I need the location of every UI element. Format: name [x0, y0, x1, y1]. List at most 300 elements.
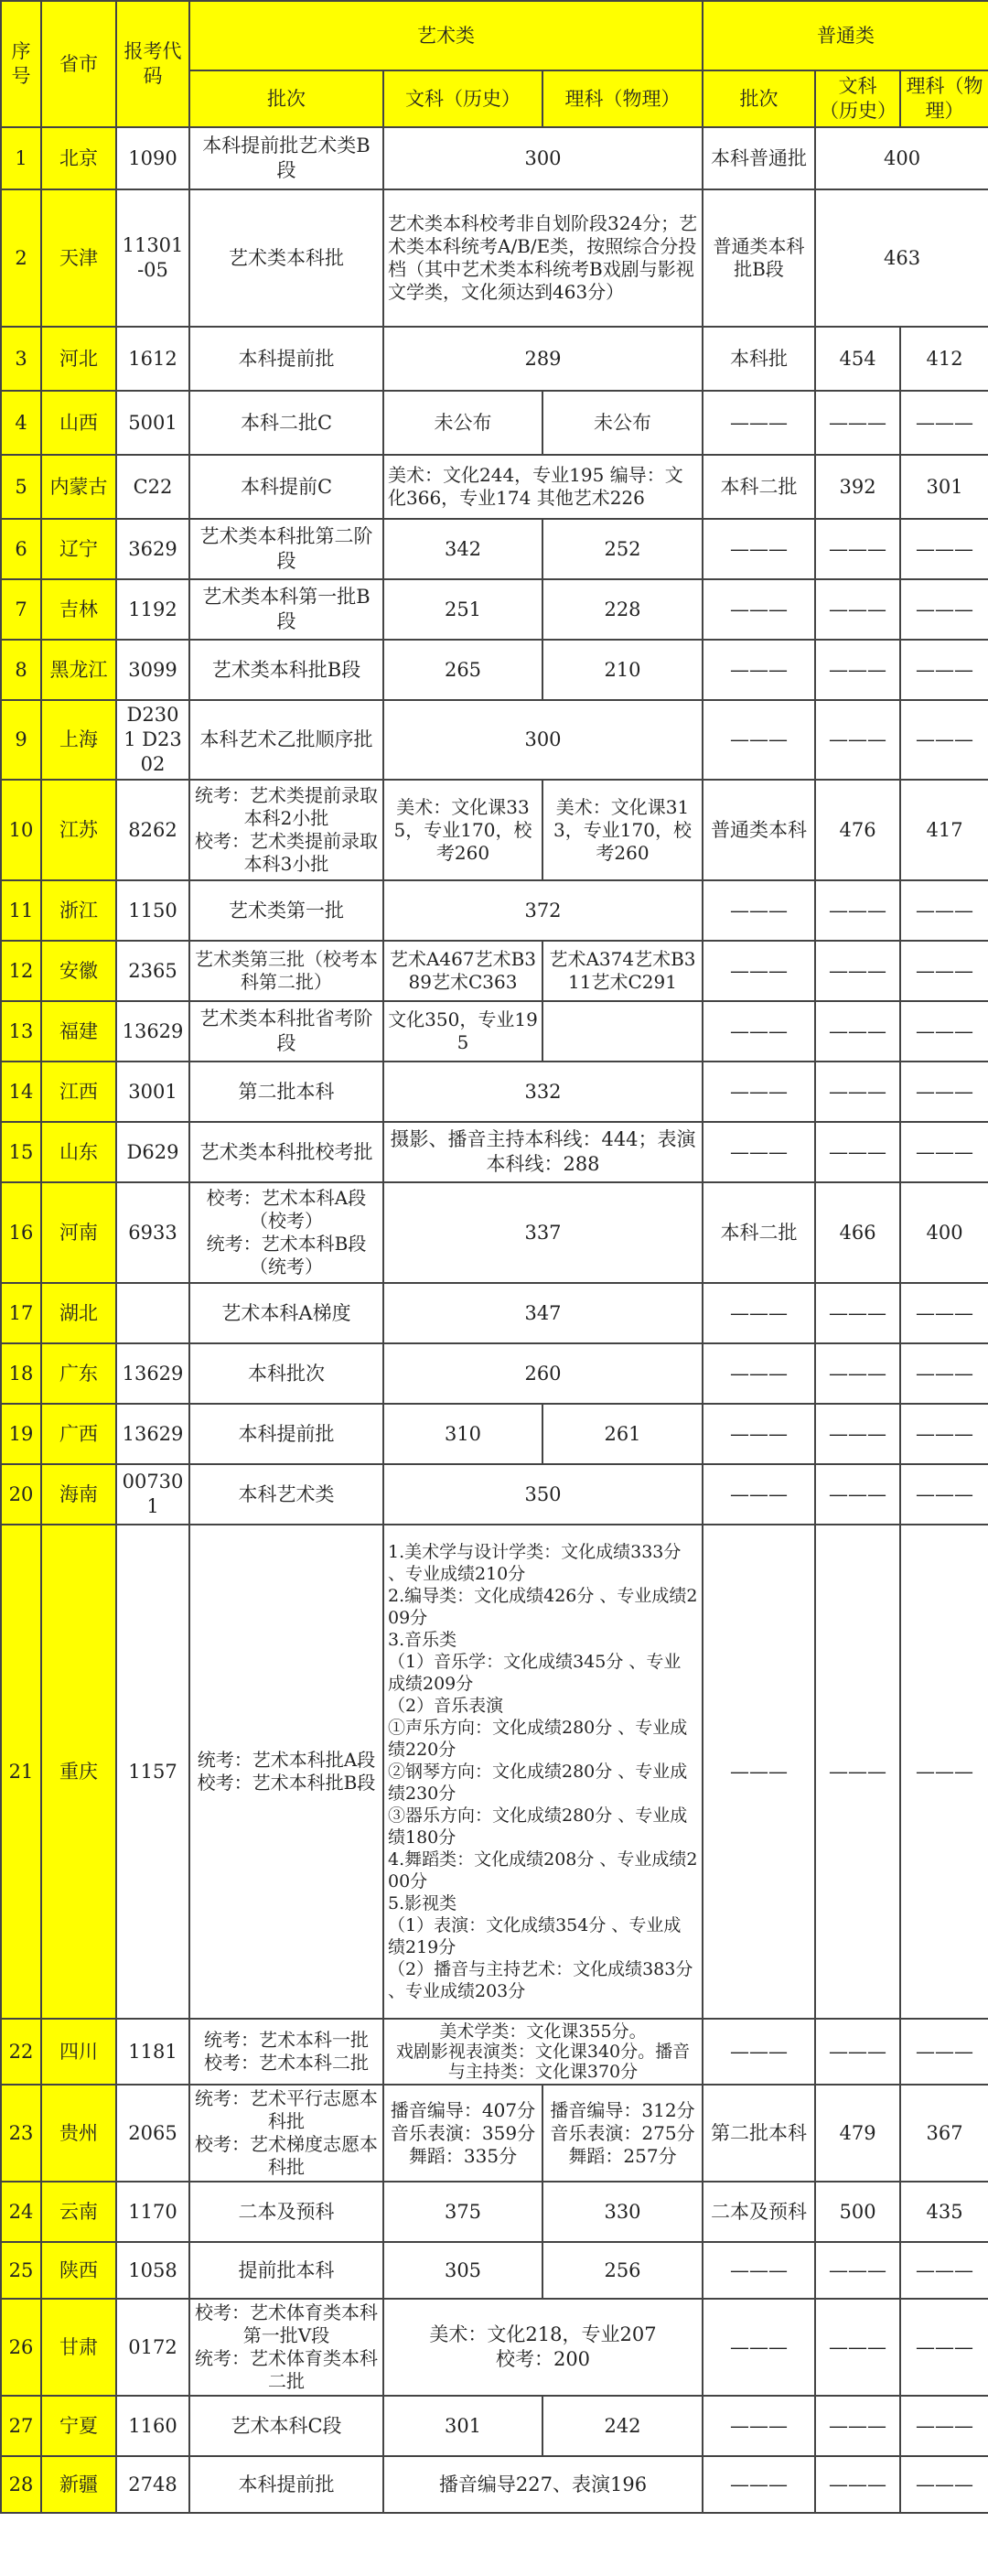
row-seq — [1, 579, 41, 640]
row-art-wen — [383, 391, 542, 455]
row-seq-text: 7 — [15, 598, 27, 620]
row-code-text: 3099 — [128, 658, 177, 681]
row-art-score — [383, 1062, 703, 1122]
row-gen-wen-text: ——— — [829, 959, 887, 982]
row-province — [41, 327, 116, 391]
row-seq-text: 27 — [8, 2414, 34, 2437]
row-gen-wen-text: ——— — [829, 658, 887, 681]
row-art-batch-text: 提前批本科 — [238, 2258, 335, 2281]
row-art-score-text: 337 — [524, 1221, 562, 1244]
header-art: 艺术类 — [189, 1, 703, 70]
row-art-batch-text: 本科批次 — [248, 1362, 325, 1385]
row-seq — [1, 2182, 41, 2242]
row-gen-wen — [815, 941, 900, 1001]
row-gen-wen-text: ——— — [829, 2473, 887, 2495]
row-seq-text: 13 — [8, 1019, 34, 1042]
row-gen-li — [900, 327, 988, 391]
table-row — [1, 880, 988, 941]
row-gen-batch-text: ——— — [730, 1080, 789, 1103]
row-seq — [1, 640, 41, 700]
row-seq — [1, 1122, 41, 1182]
row-gen-batch — [703, 2085, 815, 2182]
row-gen-wen — [815, 1343, 900, 1404]
row-art-li — [542, 780, 703, 880]
row-gen-batch-text: 第二批本科 — [711, 2121, 808, 2144]
row-art-score — [383, 1283, 703, 1343]
table-row — [1, 519, 988, 579]
row-art-wen-text: 播音编导：407分 音乐表演：359分 舞蹈：335分 — [390, 2098, 536, 2167]
row-art-wen-text: 265 — [444, 658, 482, 681]
row-art-batch — [189, 327, 383, 391]
row-gen-li-text: 435 — [926, 2200, 963, 2223]
row-gen-batch — [703, 1283, 815, 1343]
row-code-text: 1157 — [128, 1760, 177, 1783]
row-art-batch-text: 艺术类第一批 — [229, 899, 344, 922]
row-gen-wen — [815, 579, 900, 640]
row-gen-wen-text: ——— — [829, 1482, 887, 1505]
row-art-wen-text: 310 — [444, 1422, 482, 1445]
table-body — [1, 127, 988, 2513]
row-gen-batch-text: ——— — [730, 411, 789, 434]
row-gen-batch-text: ——— — [730, 728, 789, 750]
row-seq-text: 21 — [8, 1760, 34, 1783]
row-seq-text: 19 — [8, 1422, 34, 1445]
row-art-batch — [189, 189, 383, 327]
table-row — [1, 2396, 988, 2456]
row-code — [116, 1182, 189, 1283]
row-art-li — [542, 1404, 703, 1464]
row-art-batch-text: 艺术类本科批校考批 — [199, 1140, 373, 1163]
row-gen-li-text: ——— — [916, 2335, 974, 2358]
row-gen-wen — [815, 640, 900, 700]
row-gen-score-text: 400 — [883, 146, 921, 169]
row-art-batch — [189, 880, 383, 941]
row-seq — [1, 455, 41, 519]
row-seq-text: 25 — [8, 2258, 34, 2281]
row-gen-li-text: ——— — [916, 1362, 974, 1385]
row-province — [41, 1464, 116, 1525]
row-gen-batch — [703, 127, 815, 189]
row-seq — [1, 127, 41, 189]
table-row — [1, 700, 988, 780]
row-gen-batch — [703, 391, 815, 455]
row-gen-score-text: 463 — [883, 246, 921, 269]
row-art-batch-text: 本科艺术乙批顺序批 — [199, 728, 373, 750]
row-art-score-text: 1.美术学与设计学类：文化成绩333分 、专业成绩210分 2.编导类：文化成绩426分 、专业成绩209分 3.音乐类 （1）音乐学：文化成绩345分 、专业成绩209分 （2）音乐表演 ①声乐方向：文化成绩280分 、专业成绩220分 ②钢琴方向：文化成绩280分 、专业成绩230分 ③器乐方向：文化成绩280分 、专业成绩180分 4.舞蹈类：文化成绩208分 、专业成绩200分 5.影视类 （1）表演：文化成绩354分 、专业成绩219分 （2）播音与主持艺术：文化成绩383分 、专业成绩203分 — [388, 1542, 698, 2001]
row-seq-text: 24 — [8, 2200, 34, 2223]
row-gen-batch-text: ——— — [730, 1362, 789, 1385]
row-gen-li — [900, 1464, 988, 1525]
row-art-score-text: 美术：文化244，专业195 编导：文化366，专业174 其他艺术226 — [388, 464, 683, 509]
row-gen-wen — [815, 2019, 900, 2085]
row-art-wen-text: 342 — [444, 537, 482, 560]
row-province-text: 重庆 — [59, 1760, 98, 1783]
row-gen-batch — [703, 1122, 815, 1182]
row-seq — [1, 941, 41, 1001]
row-seq-text: 5 — [15, 475, 27, 498]
row-code — [116, 579, 189, 640]
row-art-li — [542, 2396, 703, 2456]
row-province-text: 贵州 — [59, 2121, 98, 2144]
row-art-score-text: 美术学类：文化课355分。 戏剧影视表演类：文化课340分。播音与主持类：文化课370分 — [395, 2021, 691, 2082]
row-province-text: 内蒙古 — [49, 475, 108, 498]
table-row — [1, 2182, 988, 2242]
table-row — [1, 780, 988, 880]
row-seq-text: 28 — [8, 2473, 34, 2495]
row-province-text: 河北 — [59, 347, 98, 370]
row-gen-batch — [703, 941, 815, 1001]
header-gen-wen: 文科（历史） — [815, 70, 900, 127]
row-gen-batch-text: ——— — [730, 1482, 789, 1505]
row-art-li — [542, 519, 703, 579]
row-province — [41, 1343, 116, 1404]
row-art-score — [383, 1464, 703, 1525]
row-gen-wen — [815, 327, 900, 391]
row-gen-batch — [703, 1062, 815, 1122]
row-gen-wen — [815, 2182, 900, 2242]
row-gen-wen-text: 466 — [839, 1221, 876, 1244]
row-art-score-text: 美术：文化218，专业207 校考：200 — [429, 2323, 657, 2370]
row-province-text: 黑龙江 — [49, 658, 108, 681]
row-art-wen — [383, 519, 542, 579]
row-art-batch-text: 本科提前批 — [238, 2473, 335, 2495]
row-code-text: D629 — [126, 1140, 179, 1163]
row-gen-li — [900, 880, 988, 941]
row-code-text: 2748 — [128, 2473, 177, 2495]
row-seq-text: 23 — [8, 2121, 34, 2144]
table-row — [1, 391, 988, 455]
row-art-batch — [189, 1062, 383, 1122]
row-code — [116, 189, 189, 327]
row-seq-text: 12 — [8, 959, 34, 982]
row-seq — [1, 700, 41, 780]
row-art-score-text: 350 — [524, 1482, 562, 1505]
row-art-batch — [189, 2085, 383, 2182]
row-province-text: 浙江 — [59, 899, 98, 922]
row-art-wen — [383, 941, 542, 1001]
row-province — [41, 455, 116, 519]
row-seq — [1, 519, 41, 579]
table-row — [1, 189, 988, 327]
row-code — [116, 1404, 189, 1464]
row-gen-li-text: ——— — [916, 1080, 974, 1103]
row-gen-li — [900, 1001, 988, 1062]
row-seq-text: 11 — [8, 899, 34, 922]
row-gen-li — [900, 2456, 988, 2513]
row-province-text: 江苏 — [59, 818, 98, 841]
row-code — [116, 2182, 189, 2242]
header-province: 省市 — [41, 1, 116, 127]
row-gen-li — [900, 579, 988, 640]
row-gen-li-text: ——— — [916, 658, 974, 681]
row-seq — [1, 2019, 41, 2085]
row-art-batch — [189, 1122, 383, 1182]
row-gen-batch — [703, 1404, 815, 1464]
row-gen-wen — [815, 1464, 900, 1525]
row-gen-batch-text: ——— — [730, 2335, 789, 2358]
row-province-text: 陕西 — [59, 2258, 98, 2281]
row-province — [41, 700, 116, 780]
row-gen-li-text: ——— — [916, 411, 974, 434]
row-art-batch — [189, 1343, 383, 1404]
row-gen-batch — [703, 2299, 815, 2396]
row-art-wen-text: 301 — [444, 2414, 482, 2437]
row-gen-batch-text: ——— — [730, 2473, 789, 2495]
row-gen-wen — [815, 1182, 900, 1283]
row-gen-li — [900, 2019, 988, 2085]
row-gen-li-text: ——— — [916, 2414, 974, 2437]
row-province — [41, 127, 116, 189]
row-code — [116, 327, 189, 391]
row-gen-li-text: ——— — [916, 1301, 974, 1324]
table-row — [1, 640, 988, 700]
row-gen-wen-text: ——— — [829, 1019, 887, 1042]
row-province-text: 天津 — [59, 246, 98, 269]
row-gen-li — [900, 2299, 988, 2396]
table-row — [1, 2299, 988, 2396]
row-art-batch — [189, 1001, 383, 1062]
row-code-text: 1090 — [128, 146, 177, 169]
row-gen-batch — [703, 780, 815, 880]
row-province — [41, 1182, 116, 1283]
row-gen-wen — [815, 1001, 900, 1062]
row-art-wen-text: 未公布 — [434, 411, 492, 434]
row-seq-text: 8 — [15, 658, 27, 681]
row-seq — [1, 2456, 41, 2513]
row-gen-batch-text: 二本及预科 — [711, 2200, 808, 2223]
row-gen-batch — [703, 700, 815, 780]
row-art-li-text: 242 — [604, 2414, 641, 2437]
row-province — [41, 579, 116, 640]
row-province-text: 河南 — [59, 1221, 98, 1244]
row-art-score — [383, 2299, 703, 2396]
row-art-batch-text: 艺术类本科批第二阶段 — [199, 525, 373, 572]
row-province — [41, 2182, 116, 2242]
row-code — [116, 780, 189, 880]
table-row — [1, 1122, 988, 1182]
row-code — [116, 127, 189, 189]
row-gen-batch — [703, 1001, 815, 1062]
table-row — [1, 2242, 988, 2299]
row-province-text: 甘肃 — [59, 2335, 98, 2358]
header-gen-batch: 批次 — [703, 70, 815, 127]
row-code — [116, 519, 189, 579]
row-province-text: 广西 — [59, 1422, 98, 1445]
row-gen-batch — [703, 189, 815, 327]
row-province-text: 云南 — [59, 2200, 98, 2223]
row-art-wen — [383, 640, 542, 700]
row-art-score — [383, 1525, 703, 2019]
row-seq — [1, 2396, 41, 2456]
row-gen-wen-text: 476 — [839, 818, 876, 841]
row-art-batch — [189, 1525, 383, 2019]
row-art-score-text: 摄影、播音主持本科线：444；表演本科线：288 — [390, 1128, 696, 1175]
row-gen-wen — [815, 2456, 900, 2513]
row-art-batch-text: 本科二批C — [240, 411, 333, 434]
row-gen-li-text: ——— — [916, 728, 974, 750]
row-gen-batch-text: ——— — [730, 598, 789, 620]
table-row — [1, 941, 988, 1001]
header-seq: 序号 — [1, 1, 41, 127]
row-gen-li — [900, 1343, 988, 1404]
row-gen-li — [900, 1525, 988, 2019]
row-gen-wen-text: ——— — [829, 1422, 887, 1445]
row-art-batch-text: 艺术本科A梯度 — [221, 1301, 351, 1324]
row-art-batch-text: 校考：艺术体育类本科第一批V段 统考：艺术体育类本科二批 — [195, 2301, 378, 2392]
row-gen-li — [900, 640, 988, 700]
row-art-batch — [189, 391, 383, 455]
row-gen-batch — [703, 455, 815, 519]
row-province — [41, 880, 116, 941]
row-art-score-text: 300 — [524, 728, 562, 750]
row-art-batch — [189, 700, 383, 780]
row-province — [41, 1283, 116, 1343]
row-code-text: D2301 D2302 — [124, 704, 182, 775]
row-gen-li-text: ——— — [916, 2040, 974, 2063]
row-province — [41, 391, 116, 455]
row-art-li — [542, 2085, 703, 2182]
row-code — [116, 2085, 189, 2182]
table-row — [1, 1343, 988, 1404]
table-row — [1, 2456, 988, 2513]
row-code — [116, 2019, 189, 2085]
row-gen-wen — [815, 1404, 900, 1464]
row-art-li-text: 播音编导：312分 音乐表演：275分 舞蹈：257分 — [550, 2098, 695, 2167]
row-gen-wen — [815, 700, 900, 780]
row-gen-wen — [815, 2085, 900, 2182]
row-gen-batch — [703, 2019, 815, 2085]
row-gen-batch-text: 本科二批 — [720, 475, 798, 498]
row-gen-batch — [703, 1464, 815, 1525]
row-code — [116, 1464, 189, 1525]
row-gen-batch — [703, 2396, 815, 2456]
row-gen-batch — [703, 640, 815, 700]
row-art-batch — [189, 127, 383, 189]
row-art-batch — [189, 2242, 383, 2299]
row-code — [116, 1122, 189, 1182]
row-art-score — [383, 189, 703, 327]
row-province — [41, 1001, 116, 1062]
row-art-li — [542, 2242, 703, 2299]
row-art-batch — [189, 1182, 383, 1283]
row-gen-batch-text: 普通类本科 — [711, 818, 808, 841]
row-code — [116, 1283, 189, 1343]
row-gen-wen — [815, 455, 900, 519]
row-province — [41, 780, 116, 880]
row-province-text: 上海 — [59, 728, 98, 750]
table-row — [1, 1283, 988, 1343]
row-art-score — [383, 1182, 703, 1283]
row-code — [116, 700, 189, 780]
row-gen-wen-text: ——— — [829, 2414, 887, 2437]
row-gen-li-text: ——— — [916, 1482, 974, 1505]
row-art-score — [383, 1343, 703, 1404]
row-seq-text: 18 — [8, 1362, 34, 1385]
row-gen-li — [900, 1283, 988, 1343]
row-seq-text: 26 — [8, 2335, 34, 2358]
row-gen-batch-text: 普通类本科批B段 — [713, 235, 805, 280]
row-gen-score — [815, 189, 988, 327]
row-art-batch — [189, 2019, 383, 2085]
row-seq-text: 17 — [8, 1301, 34, 1324]
row-province-text: 新疆 — [59, 2473, 98, 2495]
row-gen-wen — [815, 2242, 900, 2299]
row-gen-wen-text: 479 — [839, 2121, 876, 2144]
row-art-batch-text: 本科提前批艺术类B段 — [202, 135, 370, 181]
row-art-score — [383, 880, 703, 941]
row-code-text: 1160 — [128, 2414, 177, 2437]
row-seq-text: 22 — [8, 2040, 34, 2063]
row-code — [116, 941, 189, 1001]
row-art-score — [383, 700, 703, 780]
row-seq-text: 15 — [8, 1140, 34, 1163]
row-province-text: 吉林 — [59, 598, 98, 620]
row-art-wen-text: 375 — [444, 2200, 482, 2223]
row-art-score-text: 300 — [524, 146, 562, 169]
row-gen-batch-text: ——— — [730, 899, 789, 922]
row-code — [116, 2242, 189, 2299]
row-gen-batch-text: 本科二批 — [720, 1221, 798, 1244]
row-gen-wen-text: 392 — [839, 475, 876, 498]
row-art-batch-text: 艺术类本科批B段 — [211, 658, 361, 681]
row-gen-wen-text: ——— — [829, 537, 887, 560]
row-art-batch — [189, 579, 383, 640]
row-gen-batch-text: ——— — [730, 1140, 789, 1163]
row-art-wen — [383, 2085, 542, 2182]
header-gen-li: 理科（物理） — [900, 70, 988, 127]
row-art-li-text: 未公布 — [594, 411, 651, 434]
row-code-text: 13629 — [122, 1422, 184, 1445]
header-art-li: 理科（物理） — [542, 70, 703, 127]
row-art-score-text: 289 — [524, 347, 562, 370]
row-art-score-text: 播音编导227、表演196 — [438, 2473, 648, 2495]
row-seq-text: 20 — [8, 1482, 34, 1505]
row-province — [41, 640, 116, 700]
row-seq-text: 16 — [8, 1221, 34, 1244]
row-gen-batch — [703, 2182, 815, 2242]
row-gen-li — [900, 2242, 988, 2299]
row-code — [116, 1525, 189, 2019]
row-code — [116, 391, 189, 455]
row-art-li-text: 艺术A374艺术B311艺术C291 — [549, 948, 696, 993]
row-seq-text: 6 — [15, 537, 27, 560]
row-province-text: 宁夏 — [59, 2414, 98, 2437]
row-seq — [1, 880, 41, 941]
row-code — [116, 1343, 189, 1404]
row-art-batch — [189, 2456, 383, 2513]
row-gen-li-text: ——— — [916, 537, 974, 560]
row-province — [41, 2085, 116, 2182]
row-gen-batch-text: ——— — [730, 2258, 789, 2281]
row-gen-li-text: 400 — [926, 1221, 963, 1244]
row-seq-text: 10 — [8, 818, 34, 841]
row-gen-li — [900, 2396, 988, 2456]
row-gen-li — [900, 1062, 988, 1122]
row-gen-batch — [703, 880, 815, 941]
row-province-text: 山西 — [59, 411, 98, 434]
row-code-text: 1058 — [128, 2258, 177, 2281]
row-art-wen — [383, 2182, 542, 2242]
row-gen-wen-text: ——— — [829, 598, 887, 620]
row-gen-batch — [703, 2456, 815, 2513]
table-row — [1, 579, 988, 640]
row-gen-li-text: ——— — [916, 1019, 974, 1042]
row-province — [41, 1062, 116, 1122]
row-code-text: 1612 — [128, 347, 177, 370]
row-art-batch-text: 统考：艺术平行志愿本科批 校考：艺术梯度志愿本科批 — [195, 2087, 378, 2178]
row-art-batch-text: 艺术本科C段 — [231, 2414, 342, 2437]
row-gen-wen-text: ——— — [829, 899, 887, 922]
